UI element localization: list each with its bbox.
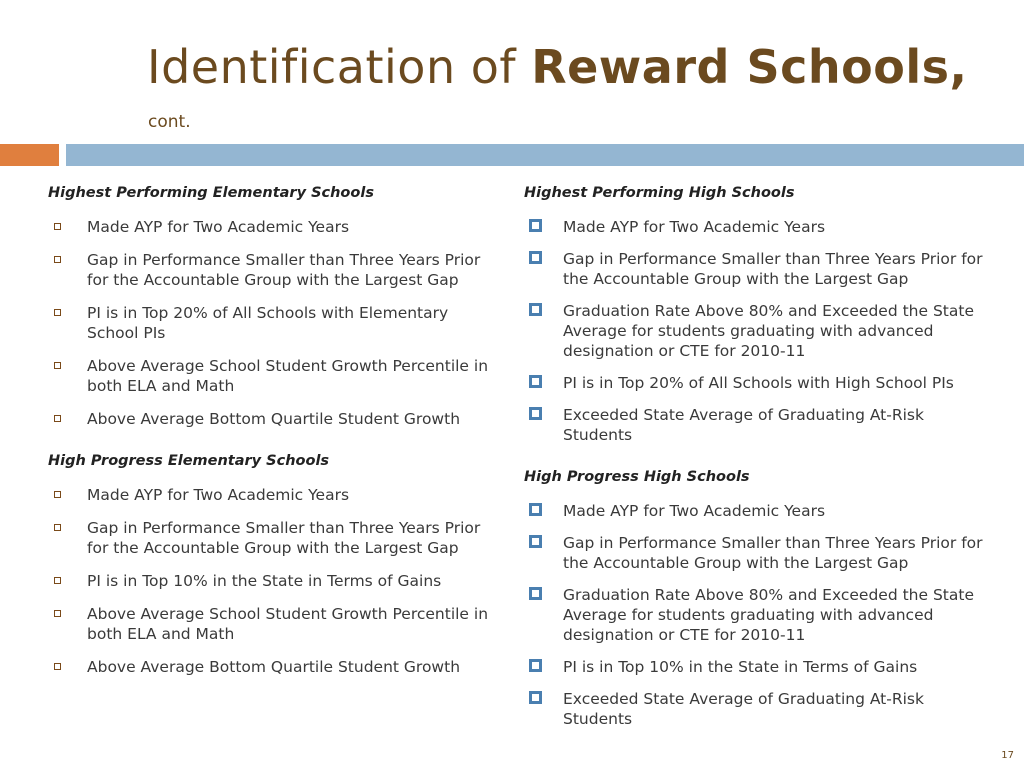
- title-bold: Reward Schools,: [531, 40, 968, 94]
- accent-bar-blue: [66, 144, 1024, 166]
- page-number: 17: [1001, 750, 1014, 761]
- list-item: [524, 689, 994, 729]
- list-item: [524, 533, 994, 573]
- list-item-text: Exceeded State Average of Graduating At-Risk Students: [563, 406, 924, 444]
- list-item-text: PI is in Top 10% in the State in Terms of Gains: [87, 572, 442, 590]
- square-bullet-icon: [529, 407, 542, 420]
- list-item-text: Above Average Bottom Quartile Student Growth: [87, 658, 461, 676]
- list-item: [524, 405, 994, 445]
- list-item: [524, 249, 994, 289]
- list-item-text: Made AYP for Two Academic Years: [87, 486, 350, 504]
- list-item-text: Gap in Performance Smaller than Three Years Prior for the Accountable Group with the Largest Gap: [563, 250, 983, 288]
- square-bullet-icon: [529, 375, 542, 388]
- square-bullet-icon: [54, 256, 61, 263]
- list-item-text: Graduation Rate Above 80% and Exceeded the State Average for students graduating with advanced designation or CTE for 2010-11: [563, 586, 974, 644]
- section-heading: Highest Performing Elementary Schools: [48, 185, 374, 201]
- list-item-text: Made AYP for Two Academic Years: [87, 218, 350, 236]
- list-item-text: PI is in Top 20% of All Schools with Elementary School PIs: [87, 304, 449, 342]
- section-high-progress-high: [524, 467, 994, 729]
- list-item-text: Graduation Rate Above 80% and Exceeded the State Average for students graduating with advanced designation or CTE for 2010-11: [563, 302, 974, 360]
- list-item-text: PI is in Top 10% in the State in Terms of Gains: [563, 658, 918, 676]
- square-bullet-icon: [54, 309, 61, 316]
- list-item-text: Made AYP for Two Academic Years: [563, 502, 826, 520]
- list-item: [48, 518, 493, 558]
- list-item: [48, 485, 493, 505]
- square-bullet-icon: [529, 219, 542, 232]
- criteria-list: [48, 217, 493, 429]
- list-item: [48, 409, 493, 429]
- square-bullet-icon: [529, 503, 542, 516]
- list-item: [48, 217, 493, 237]
- list-item-text: Made AYP for Two Academic Years: [563, 218, 826, 236]
- list-item: [524, 501, 994, 521]
- left-column: [48, 183, 493, 690]
- right-column: [524, 183, 994, 741]
- list-item: [48, 250, 493, 290]
- slide-title: [147, 40, 967, 94]
- section-heading: High Progress High Schools: [524, 469, 750, 485]
- square-bullet-icon: [54, 415, 61, 422]
- square-bullet-icon: [529, 587, 542, 600]
- list-item: [48, 303, 493, 343]
- square-bullet-icon: [54, 663, 61, 670]
- list-item-text: Above Average Bottom Quartile Student Growth: [87, 410, 461, 428]
- slide-subtitle: cont.: [148, 112, 191, 132]
- section-highest-performing-high: [524, 183, 994, 445]
- square-bullet-icon: [54, 491, 61, 498]
- section-heading: High Progress Elementary Schools: [48, 453, 330, 469]
- list-item-text: Above Average School Student Growth Percentile in both ELA and Math: [87, 605, 489, 643]
- list-item: [524, 373, 994, 393]
- list-item: [48, 657, 493, 677]
- list-item-text: Gap in Performance Smaller than Three Years Prior for the Accountable Group with the Largest Gap: [87, 519, 481, 557]
- square-bullet-icon: [54, 577, 61, 584]
- list-item: [524, 657, 994, 677]
- square-bullet-icon: [54, 524, 61, 531]
- list-item: [524, 585, 994, 645]
- list-item-text: Gap in Performance Smaller than Three Years Prior for the Accountable Group with the Largest Gap: [87, 251, 481, 289]
- list-item-text: Gap in Performance Smaller than Three Years Prior for the Accountable Group with the Largest Gap: [563, 534, 983, 572]
- criteria-list: [524, 501, 994, 729]
- list-item: [48, 604, 493, 644]
- section-highest-performing-elementary: [48, 183, 493, 429]
- list-item-text: Above Average School Student Growth Percentile in both ELA and Math: [87, 357, 489, 395]
- square-bullet-icon: [54, 362, 61, 369]
- section-heading: Highest Performing High Schools: [524, 185, 795, 201]
- list-item: [48, 571, 493, 591]
- square-bullet-icon: [529, 659, 542, 672]
- square-bullet-icon: [54, 223, 61, 230]
- square-bullet-icon: [529, 251, 542, 264]
- section-high-progress-elementary: [48, 451, 493, 677]
- square-bullet-icon: [54, 610, 61, 617]
- square-bullet-icon: [529, 303, 542, 316]
- list-item: [48, 356, 493, 396]
- square-bullet-icon: [529, 691, 542, 704]
- accent-bar-orange: [0, 144, 59, 166]
- criteria-list: [48, 485, 493, 677]
- list-item-text: Exceeded State Average of Graduating At-Risk Students: [563, 690, 924, 728]
- list-item: [524, 217, 994, 237]
- criteria-list: [524, 217, 994, 445]
- title-regular: Identification of: [147, 40, 532, 94]
- list-item-text: PI is in Top 20% of All Schools with High School PIs: [563, 374, 954, 392]
- list-item: [524, 301, 994, 361]
- square-bullet-icon: [529, 535, 542, 548]
